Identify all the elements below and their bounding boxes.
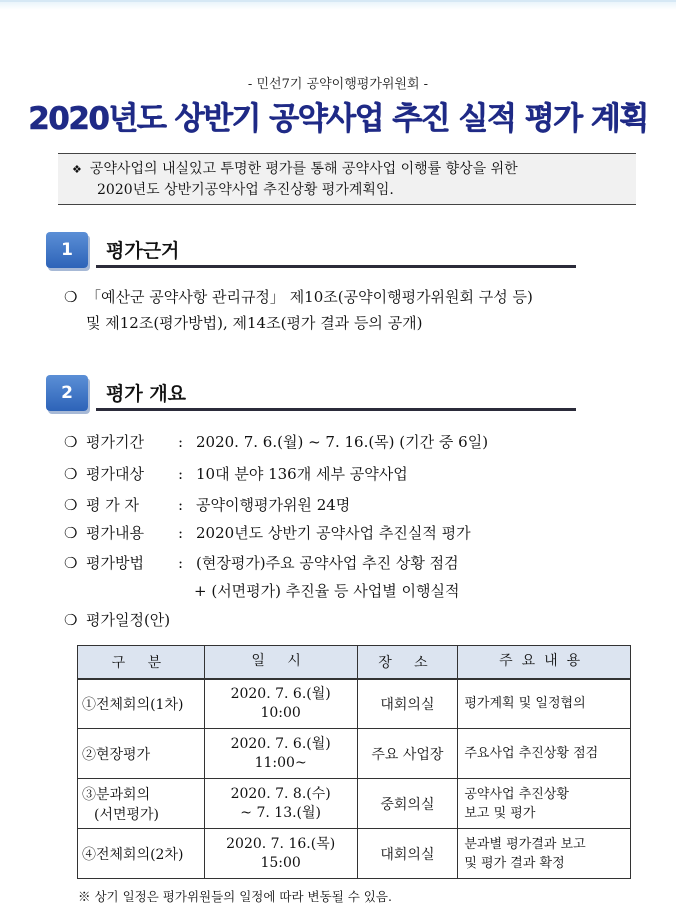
top-border	[0, 0, 676, 10]
column-header-content: 주요내용	[458, 646, 631, 679]
row-time: 11:00~	[254, 754, 307, 771]
overview-method	[64, 552, 459, 574]
circle-bullet-icon: ❍	[64, 496, 78, 514]
section-2-header	[46, 375, 576, 415]
row-time: ~ 7. 13.(월)	[240, 804, 321, 821]
row-category: ①전체회의(1차)	[78, 679, 205, 729]
overview-period	[64, 431, 488, 453]
row-content-line: 평가계획 및 일정협의	[464, 696, 586, 712]
row-date: 2020. 7. 16.(목)	[226, 835, 336, 852]
circle-bullet-icon: ❍	[64, 288, 78, 306]
overview-schedule-label	[64, 609, 170, 631]
row-content	[458, 729, 631, 779]
row-datetime	[204, 829, 357, 879]
column-header-place: 장 소	[357, 646, 458, 679]
colon: :	[178, 496, 184, 514]
row-place: 대회의실	[357, 679, 458, 729]
circle-bullet-icon: ❍	[64, 465, 78, 483]
overview-value: (현장평가)주요 공약사업 추진 상황 점검	[196, 554, 459, 572]
row-datetime	[204, 679, 357, 729]
overview-key: 평가방법	[86, 554, 144, 572]
footnote: ※ 상기 일정은 평가위원들의 일정에 따라 변동될 수 있음.	[78, 889, 392, 904]
row-content	[458, 829, 631, 879]
row-content	[458, 679, 631, 729]
colon: :	[178, 524, 184, 542]
section-1-title: 평가근거	[106, 240, 180, 262]
table-row	[78, 829, 631, 879]
section-2-title: 평가 개요	[106, 383, 187, 405]
table-row	[78, 679, 631, 729]
overview-value: 공약이행평가위원 24명	[196, 496, 351, 514]
overview-key: 평가기간	[86, 433, 144, 451]
row-category: ②현장평가	[78, 729, 205, 779]
section-1-basis	[64, 284, 533, 336]
row-content-line: 주요사업 추진상황 점검	[464, 746, 599, 761]
table-row	[78, 729, 631, 779]
diamond-bullet-icon: ❖	[72, 163, 82, 176]
purpose-box	[58, 153, 636, 205]
overview-value: 2020. 7. 6.(월) ~ 7. 16.(목) (기간 중 6일)	[196, 433, 489, 451]
section-2-number-badge: 2	[46, 375, 88, 411]
column-header-category: 구 분	[78, 646, 205, 679]
table-header-row	[78, 646, 631, 679]
overview-target	[64, 463, 408, 485]
row-date: 2020. 7. 8.(수)	[230, 785, 331, 802]
row-time: 15:00	[260, 854, 301, 871]
purpose-line-1: 공약사업의 내실있고 투명한 평가를 통해 공약사업 이행률 향상을 위한	[89, 161, 518, 177]
row-category-line: ③분과회의	[82, 786, 151, 803]
row-datetime	[204, 779, 357, 829]
colon: :	[178, 465, 184, 483]
row-date: 2020. 7. 6.(월)	[230, 735, 331, 752]
circle-bullet-icon: ❍	[64, 433, 78, 451]
committee-subtitle: - 민선7기 공약이행평가위원회 -	[247, 77, 429, 92]
section-2-underline	[96, 408, 576, 411]
row-category: ④전체회의(2차)	[78, 829, 205, 879]
overview-value: 10대 분야 136개 세부 공약사업	[196, 465, 408, 483]
row-datetime	[204, 729, 357, 779]
row-content	[458, 779, 631, 829]
table-row	[78, 779, 631, 829]
overview-key: 평가대상	[86, 465, 144, 483]
row-place: 대회의실	[357, 829, 458, 879]
row-time: 10:00	[260, 704, 301, 721]
overview-evaluators	[64, 494, 350, 516]
circle-bullet-icon: ❍	[64, 611, 78, 629]
circle-bullet-icon: ❍	[64, 554, 78, 572]
colon: :	[178, 433, 184, 451]
row-date: 2020. 7. 6.(월)	[230, 685, 331, 702]
overview-value: 2020년도 상반기 공약사업 추진실적 평가	[196, 524, 471, 542]
overview-key: 평 가 자	[86, 496, 140, 514]
schedule-label: 평가일정(안)	[86, 611, 171, 629]
column-header-datetime: 일 시	[204, 646, 357, 679]
row-content-line: 공약사업 추진상황	[464, 786, 569, 802]
schedule-table	[77, 645, 631, 879]
section-1-underline	[96, 265, 576, 268]
section-1-header	[46, 232, 576, 272]
overview-key: 평가내용	[86, 524, 144, 542]
row-content-line: 및 평가 결과 확정	[464, 855, 565, 871]
row-content-line: 분과별 평가결과 보고	[464, 836, 586, 852]
overview-method-continued: + (서면평가) 추진율 등 사업별 이행실적	[194, 582, 460, 600]
basis-line-1: 「예산군 공약사항 관리규정」 제10조(공약이행평가위원회 구성 등)	[86, 288, 533, 306]
row-category	[78, 779, 205, 829]
page-title: 2020년도 상반기 공약사업 추진 실적 평가 계획	[28, 101, 648, 137]
circle-bullet-icon: ❍	[64, 524, 78, 542]
row-content-line: 보고 및 평가	[464, 805, 536, 821]
row-place: 중회의실	[357, 779, 458, 829]
row-category-line: (서면평가)	[94, 806, 160, 823]
basis-line-2: 및 제12조(평가방법), 제14조(평가 결과 등의 공개)	[86, 314, 423, 332]
section-1-number-badge: 1	[46, 232, 88, 268]
overview-content	[64, 522, 471, 544]
colon: :	[178, 554, 184, 572]
purpose-line-2: 2020년도 상반기공약사업 추진상황 평가계획임.	[97, 182, 394, 198]
row-place: 주요 사업장	[357, 729, 458, 779]
